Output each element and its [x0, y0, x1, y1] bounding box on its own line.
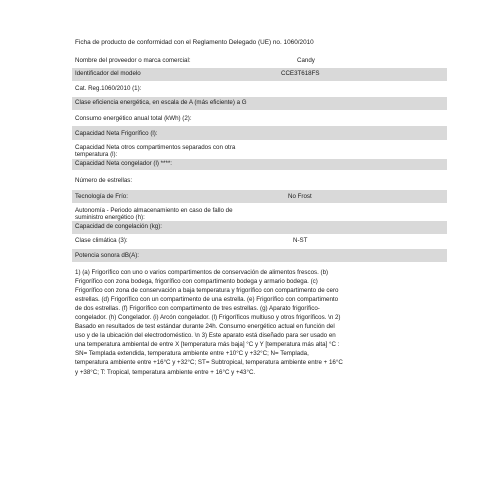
row-annual-consumption [72, 110, 447, 126]
row-cooling-technology [72, 190, 447, 203]
row-star-rating [72, 170, 447, 190]
row-label: Capacidad Neta otros compartimentos separados con otra temperatura (l): [75, 144, 236, 159]
row-value: No Frost [288, 193, 312, 200]
row-label: Nombre del proveedor o marca comercial: [75, 57, 191, 64]
row-model-identifier [72, 68, 447, 81]
row-label: Capacidad de congelación (kg): [75, 223, 163, 230]
row-value: N-ST [293, 237, 308, 244]
row-label: Capacidad Neta Frigorífico (l): [75, 130, 158, 137]
row-other-compartments [72, 140, 447, 159]
row-label: Cat. Reg.1060/2010 (1): [75, 85, 142, 92]
row-freezing-capacity [72, 221, 447, 234]
row-value: Candy [297, 57, 315, 64]
row-label: Clase climática (3): [75, 237, 128, 244]
row-label: Tecnología de Frío: [75, 193, 128, 200]
row-label: Capacidad Neta congelador (l) ****: [75, 160, 172, 167]
row-label: Consumo energético anual total (kWh) (2): [75, 115, 192, 122]
row-fridge-capacity [72, 126, 447, 140]
row-label: Autonomía - Periodo almacenamiento en caso de fallo de suministro energético (h): [75, 207, 233, 222]
fiche-heading: Ficha de producto de conformidad con el Reglamento Delegado (UE) no. 1060/2010 [75, 39, 314, 46]
row-autonomy [72, 203, 447, 221]
row-value: CCE3T618FS [281, 70, 320, 77]
row-label: Número de estrellas: [75, 177, 133, 184]
row-label: Potencia sonora dB(A): [75, 252, 139, 259]
row-label: Identificador del modelo [75, 70, 141, 77]
footnotes: 1) (a) Frigorífico con uno o varios compartimentos de conservación de alimentos frescos. (b) Frigorífico con zona bodega, frigorífico con compartimento bodega y armario bodega. (c) Frigorífico con zona de conservación a baja temperatura y frigorífico con compartimento de cero estrellas. (d) Frigorífico con un compartimento de una estrella. (e) Frigorífico con compartimento de dos estrellas. (f) Frigorífico con compartimento de tres estrellas. (g) Aparato frigorífico- congelador. (h) Congelador. (i) Arcón congelador. (l) Frigoríficos multiuso y otros frigoríficos. \n 2) Basado en resultados de test estándar durante 24h. Consumo energético actual en función del uso y de la ubicación del electrodoméstico. \n 3) Este aparato está diseñado para ser usado en una temperatura ambiental de entre X [temperatura más baja] °C y Y [temperatura más alta] °C : SN= Templada extendida, temperatura ambiente entre +10°C y +32°C; N= Templada, temperatura ambiente entre +16°C y +32°C; ST= Subtropical, temperatura ambiente entre + 16°C y +38°C; T: Tropical, temperatura ambiente entre + 16°C y +43°C. [75, 269, 343, 376]
row-category [72, 81, 447, 97]
row-freezer-capacity [72, 159, 447, 170]
row-noise-level [72, 249, 447, 262]
row-label: Clase eficiencia energética, en escala de A (más eficiente) a G [75, 99, 247, 106]
row-energy-class [72, 97, 447, 110]
row-supplier [72, 54, 447, 68]
row-climate-class [72, 234, 447, 249]
